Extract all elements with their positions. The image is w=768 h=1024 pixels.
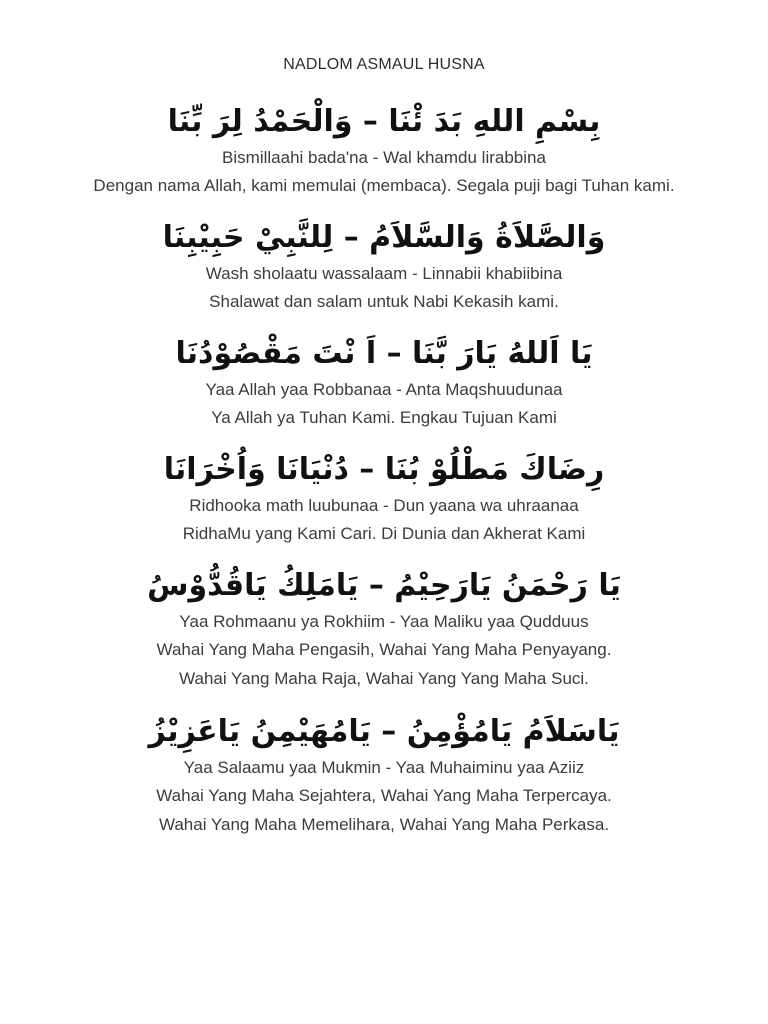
arabic-verse: يَا اَللهُ يَارَ بَّنَا – اَ نْتَ مَقْصُوْدُنَا	[175, 336, 593, 371]
transliteration-line: Bismillaahi bada'na - Wal khamdu lirabbina	[222, 148, 546, 167]
transliteration-line: Ridhooka math luubunaa - Dun yaana wa uhraanaa	[189, 496, 579, 515]
transliteration-line: Yaa Rohmaanu ya Rokhiim - Yaa Maliku yaa Qudduus	[179, 612, 589, 631]
translation-line: Wahai Yang Maha Sejahtera, Wahai Yang Maha Terpercaya.	[156, 786, 612, 805]
arabic-verse: يَا رَحْمَنُ يَارَحِيْمُ – يَامَلِكُ يَاقُدُّوْسُ	[147, 568, 621, 603]
verse-block	[0, 564, 768, 693]
transliteration-line: Yaa Salaamu yaa Mukmin - Yaa Muhaiminu yaa Aziiz	[183, 758, 585, 777]
verse-block	[0, 100, 768, 200]
arabic-verse: بِسْمِ اللهِ بَدَ ئْنَا – وَالْحَمْدُ لِرَ بِّنَا	[167, 104, 601, 139]
translation-line: Ya Allah ya Tuhan Kami. Engkau Tujuan Kami	[211, 408, 557, 427]
arabic-verse: وَالصَّلاَةُ وَالسَّلاَمُ – لِلنَّبِيْ حَبِيْبِنَا	[162, 220, 606, 255]
transliteration-line: Yaa Allah yaa Robbanaa - Anta Maqshuudunaa	[205, 380, 563, 399]
arabic-verse: رِضَاكَ مَطْلُوْ بُنَا – دُنْيَانَا وَاُخْرَانَا	[163, 452, 605, 487]
transliteration-line: Wash sholaatu wassalaam - Linnabii khabiibina	[205, 264, 563, 283]
verse-block	[0, 332, 768, 432]
translation-line: Wahai Yang Maha Pengasih, Wahai Yang Maha Penyayang.	[156, 640, 612, 659]
translation-line: Shalawat dan salam untuk Nabi Kekasih kami.	[209, 292, 559, 311]
translation-line: Wahai Yang Maha Memelihara, Wahai Yang Maha Perkasa.	[158, 815, 610, 834]
arabic-verse: يَاسَلاَمُ يَامُؤْمِنُ – يَامُهَيْمِنُ يَاعَزِيْزُ	[148, 714, 620, 749]
document-title: NADLOM ASMAUL HUSNA	[283, 56, 485, 73]
translation-line: RidhaMu yang Kami Cari. Di Dunia dan Akherat Kami	[182, 524, 586, 543]
translation-line: Wahai Yang Maha Raja, Wahai Yang Yang Maha Suci.	[179, 669, 589, 688]
verse-block	[0, 216, 768, 316]
verse-block	[0, 448, 768, 548]
translation-line: Dengan nama Allah, kami memulai (membaca). Segala puji bagi Tuhan kami.	[93, 176, 675, 195]
verse-block	[0, 710, 768, 839]
